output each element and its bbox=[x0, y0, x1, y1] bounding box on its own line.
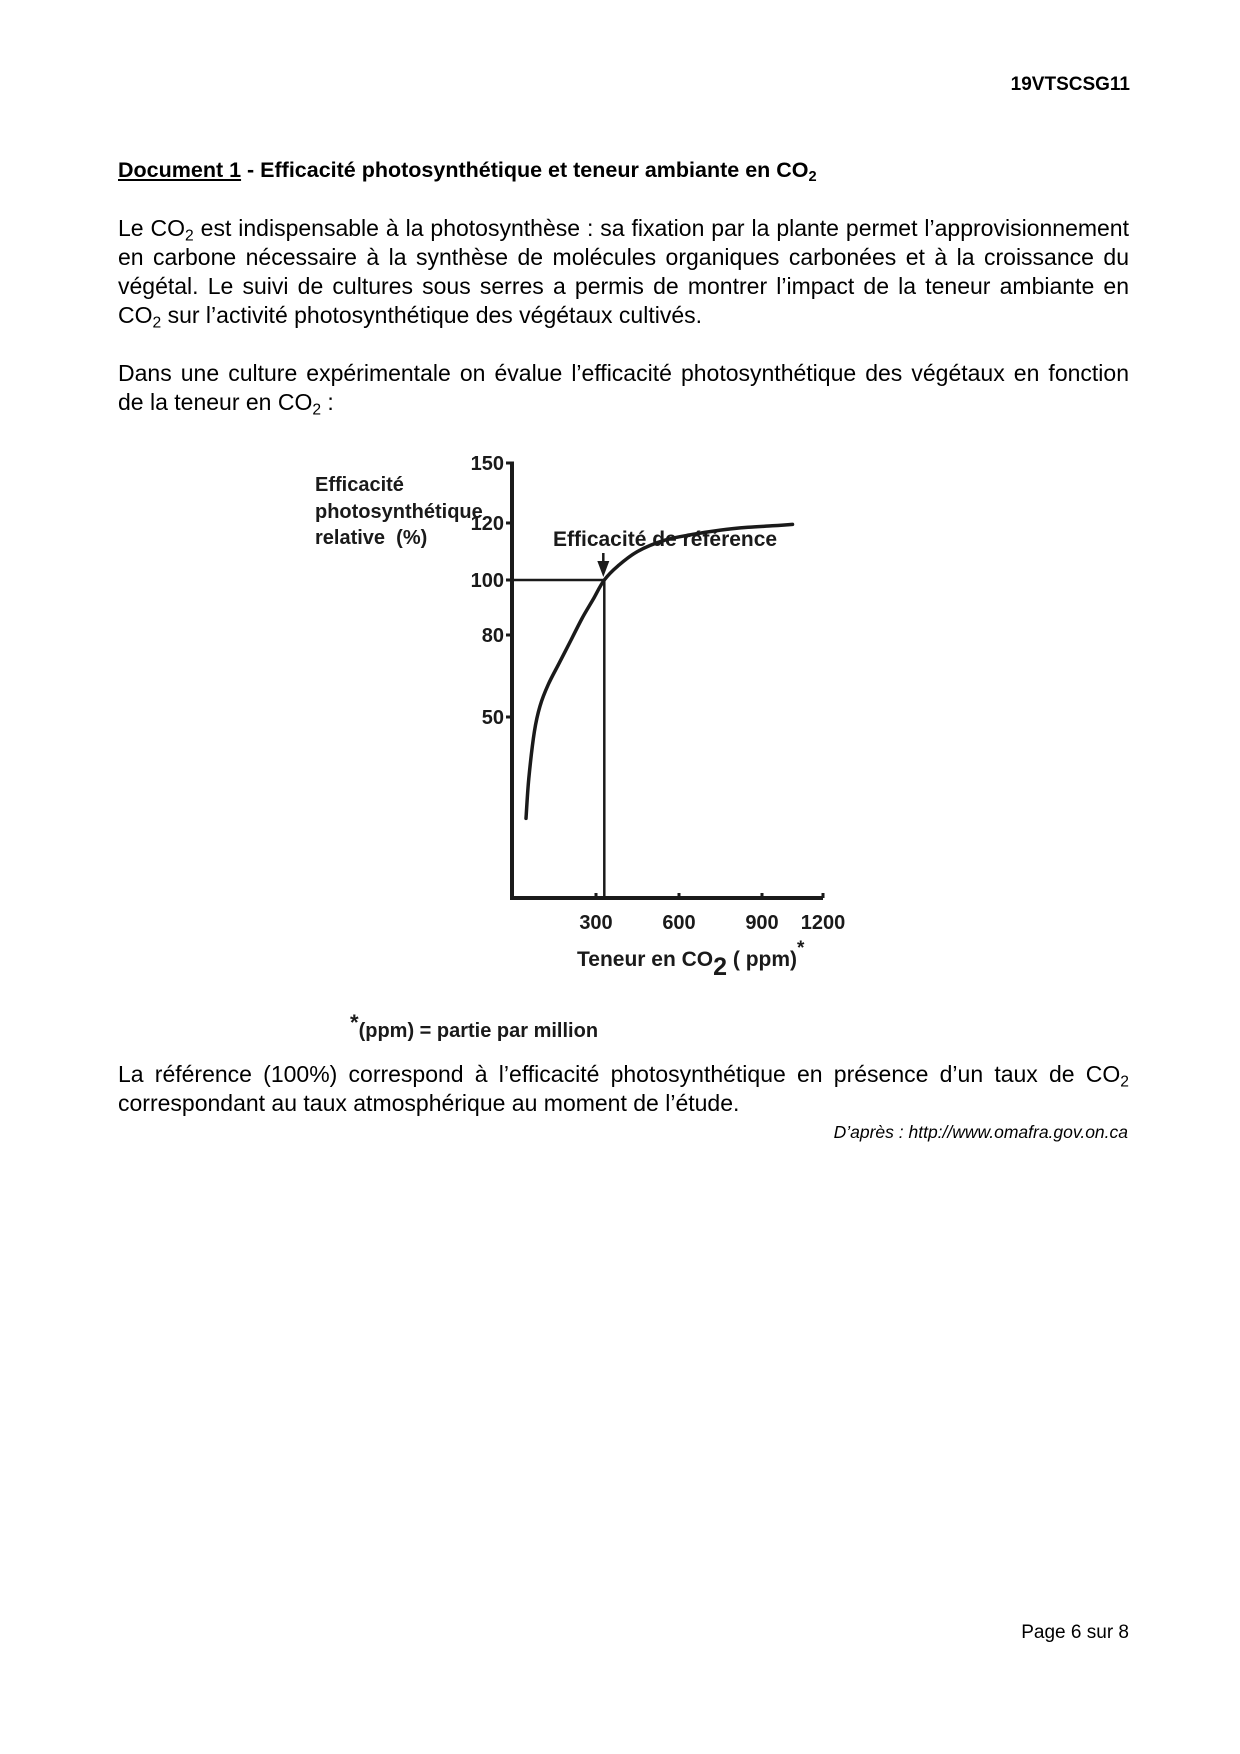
conclusion-subscript-1: 2 bbox=[1120, 1073, 1129, 1091]
y-axis-label-line-3: relative (%) bbox=[315, 527, 428, 549]
x-axis-label-star: * bbox=[797, 938, 805, 959]
intro-text-2: est indispensable à la photosynthèse : sa fixation par la plante permet l’approvisionnement en carbone nécessaire à la synthèse de molécules organiques carbonées et à la croissance du végétal. Le suivi de cultures sous serres a permis de montrer l’impact de la teneur ambiante en CO bbox=[118, 215, 1129, 328]
conclusion-paragraph bbox=[118, 1060, 1129, 1118]
document-title: Efficacité photosynthétique et teneur ambiante en CO bbox=[260, 158, 809, 182]
method-text-1: Dans une culture expérimentale on évalue l’efficacité photosynthétique des végétaux en fonction de la teneur en CO bbox=[118, 360, 1129, 415]
footnote-star: * bbox=[350, 1010, 359, 1035]
conclusion-text-2: correspondant au taux atmosphérique au moment de l’étude. bbox=[118, 1090, 740, 1116]
photosynthesis-chart bbox=[295, 455, 915, 1050]
document-heading bbox=[118, 158, 817, 186]
efficiency-curve bbox=[526, 524, 793, 818]
intro-subscript-2: 2 bbox=[152, 314, 162, 332]
intro-subscript-1: 2 bbox=[185, 227, 194, 245]
document-separator: - bbox=[241, 158, 261, 182]
y-tick-label-150: 150 bbox=[470, 455, 504, 475]
y-axis-label-line-2: photosynthétique bbox=[315, 501, 483, 523]
y-tick-label-120: 120 bbox=[470, 513, 504, 535]
document-label: Document 1 bbox=[118, 158, 242, 182]
x-axis-label-main: Teneur en CO bbox=[577, 948, 714, 971]
reference-annotation: Efficacité de référence bbox=[553, 528, 778, 551]
x-tick-label-300: 300 bbox=[579, 912, 613, 934]
intro-paragraph bbox=[118, 214, 1129, 330]
intro-text-1: Le CO bbox=[118, 215, 186, 241]
x-tick-label-900: 900 bbox=[745, 912, 779, 934]
method-subscript-1: 2 bbox=[312, 401, 322, 419]
footnote bbox=[350, 1010, 598, 1042]
x-tick-label-1200: 1200 bbox=[800, 912, 846, 934]
method-paragraph bbox=[118, 359, 1129, 417]
conclusion-text-1: La référence (100%) correspond à l’efficacité photosynthétique en présence d’un taux de CO bbox=[118, 1061, 1121, 1087]
page-number: Page 6 sur 8 bbox=[1021, 1622, 1129, 1643]
x-axis-label-subscript: 2 bbox=[713, 953, 728, 981]
document-title-subscript: 2 bbox=[808, 169, 817, 186]
y-axis-label-line-1: Efficacité bbox=[315, 474, 404, 496]
footnote-text: (ppm) = partie par million bbox=[358, 1020, 599, 1042]
exam-code: 19VTSCSG11 bbox=[1010, 74, 1130, 95]
y-tick-label-50: 50 bbox=[481, 707, 504, 729]
y-tick-label-80: 80 bbox=[481, 625, 504, 647]
intro-text-3: sur l’activité photosynthétique des végétaux cultivés. bbox=[161, 302, 703, 328]
x-tick-label-600: 600 bbox=[662, 912, 696, 934]
x-axis-label bbox=[577, 938, 805, 981]
y-tick-label-100: 100 bbox=[470, 570, 504, 592]
method-text-2: : bbox=[321, 389, 334, 415]
x-axis-label-unit: ( ppm) bbox=[727, 948, 798, 971]
source-citation: D’après : http://www.omafra.gov.on.ca bbox=[833, 1122, 1128, 1142]
